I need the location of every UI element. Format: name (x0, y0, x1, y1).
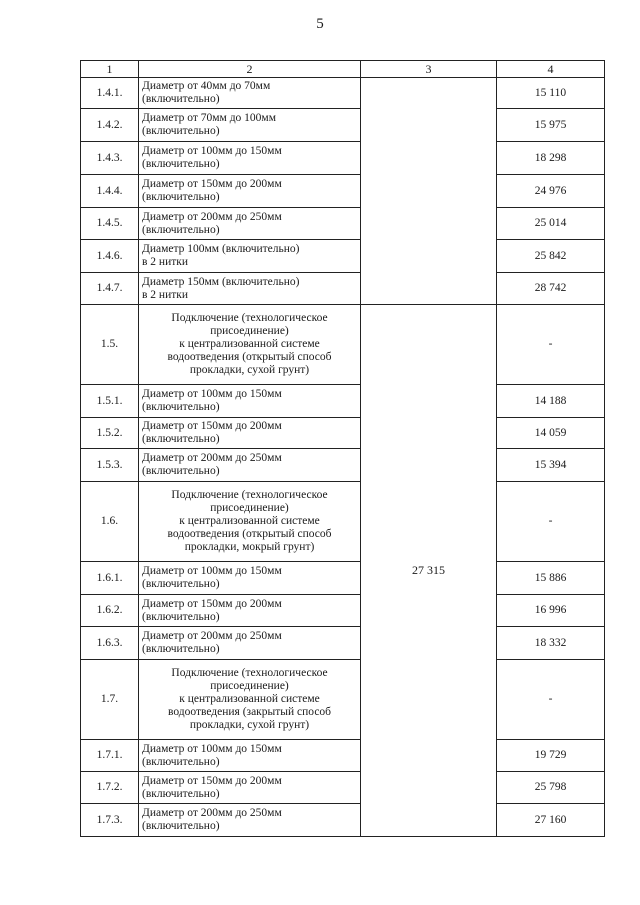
row-description: Подключение (технологическое присоединение) к централизованной системе водоотведения (открытый способ прокладки, сухой грунт) (139, 305, 361, 385)
row-value: - (497, 660, 605, 740)
row-value: 19 729 (497, 740, 605, 772)
row-number: 1.7.2. (81, 772, 139, 804)
row-value: 27 160 (497, 804, 605, 837)
table-body (81, 78, 605, 837)
table-row (81, 142, 605, 175)
row-value: 15 110 (497, 78, 605, 109)
table-row (81, 418, 605, 449)
table-row (81, 772, 605, 804)
merged-column-3-cell: 27 315 (361, 305, 497, 837)
row-value: 25 842 (497, 240, 605, 273)
page-number: 5 (316, 16, 324, 32)
row-number: 1.5.3. (81, 449, 139, 482)
row-description: Диаметр от 150мм до 200мм (включительно) (139, 175, 361, 208)
row-value: 16 996 (497, 595, 605, 627)
row-number: 1.4.6. (81, 240, 139, 273)
row-description: Диаметр от 200мм до 250мм (включительно) (139, 208, 361, 240)
row-value: 14 188 (497, 385, 605, 418)
row-number: 1.4.4. (81, 175, 139, 208)
row-description: Диаметр от 100мм до 150мм (включительно) (139, 740, 361, 772)
table-row (81, 78, 605, 109)
table-row (81, 240, 605, 273)
table-row (81, 385, 605, 418)
row-description: Диаметр от 70мм до 100мм (включительно) (139, 109, 361, 142)
table-row (81, 740, 605, 772)
row-description: Диаметр от 200мм до 250мм (включительно) (139, 627, 361, 660)
table-row (81, 482, 605, 562)
row-number: 1.4.2. (81, 109, 139, 142)
table-row (81, 660, 605, 740)
row-description: Подключение (технологическое присоединение) к централизованной системе водоотведения (открытый способ прокладки, мокрый грунт) (139, 482, 361, 562)
row-description: Диаметр от 150мм до 200мм (включительно) (139, 772, 361, 804)
row-value: 18 298 (497, 142, 605, 175)
table-row (81, 273, 605, 305)
row-description: Диаметр от 200мм до 250мм (включительно) (139, 804, 361, 837)
row-number: 1.4.5. (81, 208, 139, 240)
row-description: Диаметр 100мм (включительно) в 2 нитки (139, 240, 361, 273)
row-number: 1.6.3. (81, 627, 139, 660)
header-col-1: 1 (81, 61, 139, 78)
row-number: 1.4.3. (81, 142, 139, 175)
row-number: 1.7.1. (81, 740, 139, 772)
header-col-2: 2 (139, 61, 361, 78)
table-row (81, 449, 605, 482)
header-col-3: 3 (361, 61, 497, 78)
row-value: - (497, 305, 605, 385)
row-value: 15 394 (497, 449, 605, 482)
table-row (81, 562, 605, 595)
row-number: 1.5.1. (81, 385, 139, 418)
row-number: 1.5. (81, 305, 139, 385)
table-header-row (81, 61, 605, 78)
row-number: 1.7. (81, 660, 139, 740)
table-row (81, 175, 605, 208)
row-number: 1.6. (81, 482, 139, 562)
row-number: 1.5.2. (81, 418, 139, 449)
header-col-4: 4 (497, 61, 605, 78)
row-description: Подключение (технологическое присоединение) к централизованной системе водоотведения (закрытый способ прокладки, сухой грунт) (139, 660, 361, 740)
row-value: 18 332 (497, 627, 605, 660)
table-row (81, 595, 605, 627)
tariff-table (80, 60, 605, 837)
row-value: 14 059 (497, 418, 605, 449)
row-description: Диаметр от 40мм до 70мм (включительно) (139, 78, 361, 109)
row-value: 24 976 (497, 175, 605, 208)
row-description: Диаметр от 150мм до 200мм (включительно) (139, 418, 361, 449)
row-value: 28 742 (497, 273, 605, 305)
row-value: 15 975 (497, 109, 605, 142)
merged-column-3-cell (361, 78, 497, 305)
row-number: 1.4.7. (81, 273, 139, 305)
row-number: 1.7.3. (81, 804, 139, 837)
row-number: 1.6.1. (81, 562, 139, 595)
row-description: Диаметр от 100мм до 150мм (включительно) (139, 562, 361, 595)
table-row (81, 804, 605, 837)
row-number: 1.4.1. (81, 78, 139, 109)
row-value: 15 886 (497, 562, 605, 595)
row-description: Диаметр от 100мм до 150мм (включительно) (139, 385, 361, 418)
table-row (81, 305, 605, 385)
row-value: 25 014 (497, 208, 605, 240)
row-description: Диаметр 150мм (включительно) в 2 нитки (139, 273, 361, 305)
table-row (81, 627, 605, 660)
table-row (81, 208, 605, 240)
row-description: Диаметр от 200мм до 250мм (включительно) (139, 449, 361, 482)
row-description: Диаметр от 100мм до 150мм (включительно) (139, 142, 361, 175)
row-number: 1.6.2. (81, 595, 139, 627)
row-value: - (497, 482, 605, 562)
row-description: Диаметр от 150мм до 200мм (включительно) (139, 595, 361, 627)
row-value: 25 798 (497, 772, 605, 804)
table-row (81, 109, 605, 142)
